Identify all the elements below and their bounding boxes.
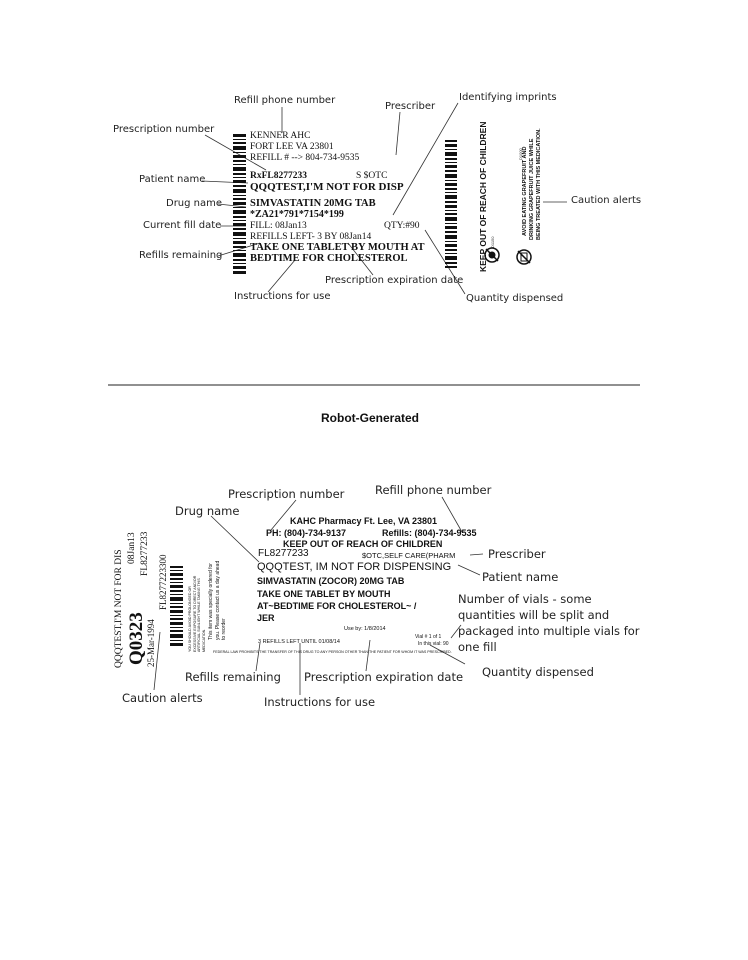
robot-vial-number: Vial # 1 of 1	[415, 634, 442, 640]
warning-line-1: AVOID EATING GRAPEFRUIT AND	[522, 146, 528, 236]
annotation-prescription-expiration-robot: Prescription expiration date	[304, 670, 464, 684]
robot-refills-phone: Refills: (804)-734-9535	[382, 528, 477, 538]
section-title: Robot-Generated	[321, 411, 420, 425]
caution-line-1: YOU SHOULD AVOID PROLONGED OR	[188, 586, 192, 652]
refill-phone: REFILL # --> 804-734-9535	[250, 153, 360, 163]
prescriber-code: S $OTC	[356, 171, 388, 181]
note-line-2: you. Please contact us a day ahead	[214, 560, 221, 640]
robot-pharmacy-name: KAHC Pharmacy Ft. Lee, VA 23801	[290, 516, 438, 526]
annotation-refills-remaining-robot: Refills remaining	[185, 670, 281, 684]
robot-sig-2: AT~BEDTIME FOR CHOLESTEROL~ /	[257, 601, 417, 611]
annotation-caution-alerts-robot: Caution alerts	[122, 691, 203, 705]
side-small-text-1: D1150	[490, 236, 495, 248]
annotation-patient-name: Patient name	[139, 174, 206, 185]
robot-in-vial: In this vial: 90	[418, 641, 449, 647]
warning-line-2: DRINKING GRAPEFRUIT JUICE WHILE	[529, 138, 535, 240]
caution-line-3: ARTIFICIAL SUNLIGHT WHILE TAKING THIS	[197, 578, 202, 652]
pharmacy-name: KENNER AHC	[250, 131, 311, 141]
warning-line-3: BEING TREATED WITH THIS MEDICATION.	[536, 128, 542, 240]
strip-code: Q0323	[126, 612, 147, 665]
robot-phone: PH: (804)-734-9137	[266, 528, 347, 538]
strip-rx-2: FL8277223300	[158, 554, 168, 610]
caution-line-2: EXCESSIVE EXPOSURE TO DIRECT AND/OR	[192, 575, 197, 652]
annotation-prescription-number: Prescription number	[113, 124, 215, 135]
rx-number: RxFL8277233	[250, 171, 307, 181]
note-line-1: This item was specially ordered for	[208, 563, 214, 640]
annotation-vials-line-4: one fill	[458, 640, 497, 654]
strip-date: 08Jan13	[127, 532, 137, 564]
pharmacy-city: FORT LEE VA 23801	[250, 142, 334, 152]
strip-patient: QQQTEST,I'M NOT FOR DIS	[114, 549, 124, 668]
annotation-vials-line-3: packaged into multiple vials for	[458, 624, 640, 638]
robot-sig-3: JER	[257, 613, 275, 623]
annotation-patient-name-robot: Patient name	[482, 570, 559, 584]
annotation-quantity-dispensed-robot: Quantity dispensed	[482, 665, 594, 679]
robot-refills-left: 3 REFILLS LEFT UNTIL 01/08/14	[258, 639, 340, 645]
fill-date: FILL: 08Jan13	[250, 221, 307, 231]
annotation-refill-phone-robot: Refill phone number	[375, 483, 492, 497]
annotation-quantity-dispensed: Quantity dispensed	[466, 293, 564, 304]
keep-out-of-reach: KEEP OUT OF REACH OF CHILDREN	[478, 121, 488, 272]
no-grapefruit-icon	[483, 246, 501, 264]
robot-patient-name: QQQTEST, IM NOT FOR DISPENSING	[257, 561, 452, 573]
robot-barcode	[170, 566, 183, 646]
annotation-drug-name-robot: Drug name	[175, 504, 240, 518]
quantity: QTY:#90	[384, 221, 420, 231]
sig-line-2: BEDTIME FOR CHOLESTEROL	[250, 253, 408, 264]
annotation-drug-name: Drug name	[166, 198, 223, 209]
annotation-vials-line-2: quantities will be split and	[458, 608, 610, 622]
annotation-prescription-expiration: Prescription expiration date	[325, 275, 464, 286]
caution-alert-text	[188, 576, 206, 652]
robot-use-by: Use by: 1/8/2014	[344, 626, 386, 632]
robot-rx-number: FL8277233	[258, 548, 309, 559]
special-order-note	[208, 561, 228, 640]
imprint: *ZA21*791*7154*199	[250, 209, 344, 220]
caution-line-4: MEDICATION.	[201, 628, 206, 652]
annotation-identifying-imprints: Identifying imprints	[459, 92, 557, 103]
annotation-caution-alerts: Caution alerts	[571, 195, 642, 206]
patient-name: QQQTEST,I'M NOT FOR DISP	[250, 181, 404, 193]
annotation-instructions-for-use-robot: Instructions for use	[264, 695, 376, 709]
annotation-prescription-number-robot: Prescription number	[228, 487, 345, 501]
robot-drug-name: SIMVASTATIN (ZOCOR) 20MG TAB	[257, 576, 405, 586]
robot-sig-1: TAKE ONE TABLET BY MOUTH	[257, 589, 391, 599]
robot-keep-out: KEEP OUT OF REACH OF CHILDREN	[283, 539, 443, 549]
annotation-refills-remaining: Refills remaining	[139, 250, 223, 261]
sig-line-1: TAKE ONE TABLET BY MOUTH AT	[250, 242, 425, 253]
no-grapefruit-juice-icon	[515, 248, 533, 266]
strip-dob: 25-Mar-1994	[146, 619, 156, 667]
annotation-prescriber: Prescriber	[385, 101, 436, 112]
right-barcode	[445, 140, 457, 268]
annotation-refill-phone: Refill phone number	[234, 95, 336, 106]
side-small-text-2: D1000	[518, 148, 523, 160]
annotation-prescriber-robot: Prescriber	[488, 547, 546, 561]
robot-prescriber: $OTC,SELF CARE(PHARM	[362, 551, 456, 560]
left-barcode	[233, 134, 246, 274]
annotation-vials-line-1: Number of vials - some	[458, 592, 592, 606]
robot-federal-law: FEDERAL LAW PROHIBITS THE TRANSFER OF THIS DRUG TO ANY PERSON OTHER THAN THE PATIENT FOR WHOM IT WAS PRESCRIBED.	[213, 650, 452, 654]
drug-name: SIMVASTATIN 20MG TAB	[250, 198, 376, 209]
refills-left: REFILLS LEFT- 3 BY 08Jan14	[250, 232, 372, 242]
annotation-number-of-vials	[458, 591, 640, 655]
annotation-instructions-for-use: Instructions for use	[234, 291, 331, 302]
strip-rx: FL8277233	[140, 531, 150, 576]
note-line-3: to reorder	[221, 618, 227, 640]
annotation-current-fill-date: Current fill date	[143, 220, 222, 231]
